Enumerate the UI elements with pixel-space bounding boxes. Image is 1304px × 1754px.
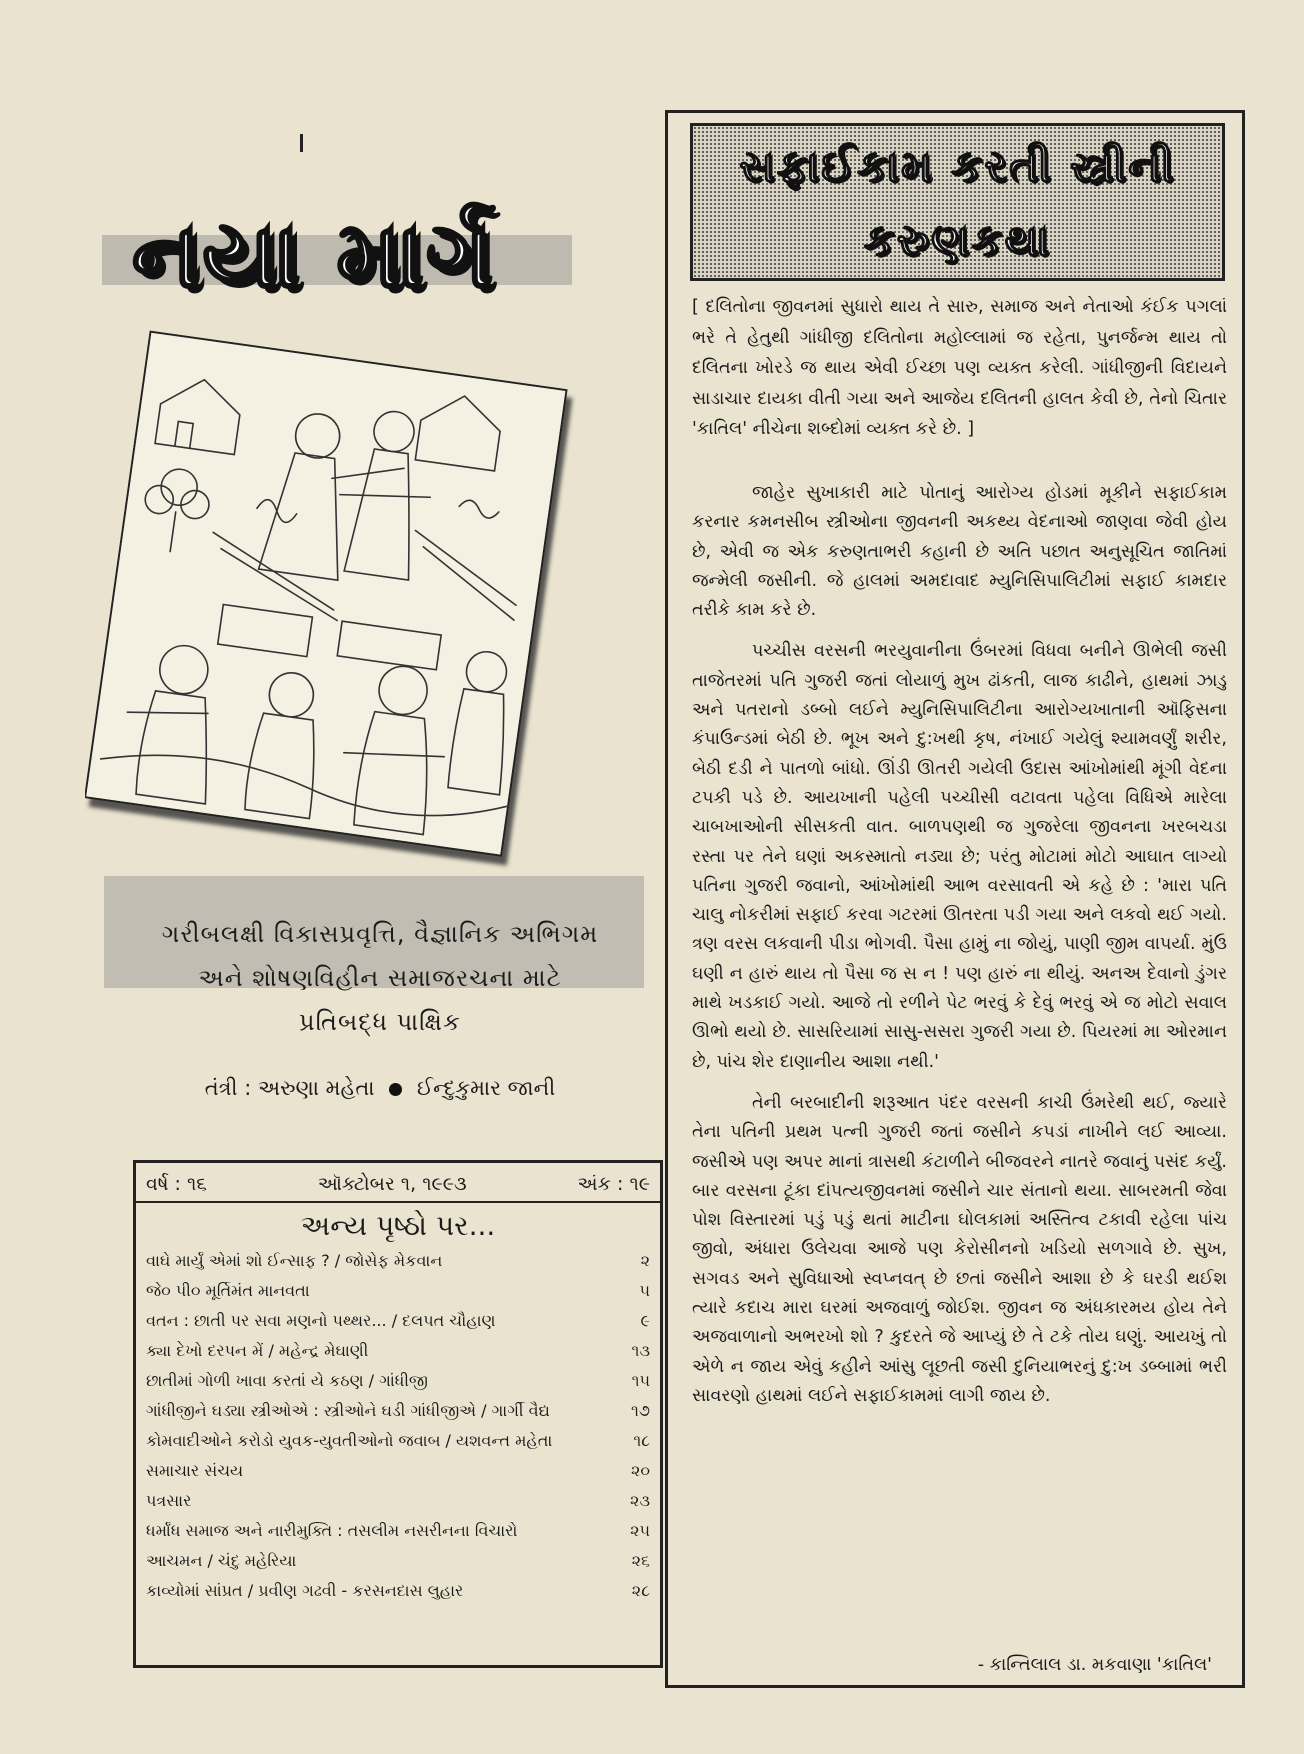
editors-label: તંત્રી : — [204, 1076, 252, 1100]
contents-item-title: વાઘે માર્યું એમાં શો ઈન્સાફ ? / જોસેફ મેકવાન — [146, 1251, 443, 1270]
article-paragraph: પચ્ચીસ વરસની ભરયુવાનીના ઉંબરમાં વિધવા બનીને ઊભેલી જસી તાજેતરમાં પતિ ગુજરી જતાં લોયાળું મુખ ઢાંકતી, લાજ કાઢીને, હાથમાં ઝાડુ અને પતરાનો ડબ્બો લઈને મ્યુનિસિપાલિટીના આરોગ્યખાતાની ઑફિસના કંપાઉન્ડમાં બેઠી છે. ભૂખ અને દુ:ખથી કૃષ, નંખાઈ ગયેલું શ્યામવર્ણું શરીર, બેઠી દડી ને પાતળો બાંધો. ઊંડી ઊતરી ગયેલી ઉદાસ આંખોમાંથી મૂંગી વેદના ટપકી પડે છે. આયખાની પહેલી પચ્ચીસી વટાવતા પહેલા વિધિએ મારેલા ચાબખાઓની સીસકતી વાત. બાળપણથી જ ગુજરેલા જીવનના ખરબચડા રસ્તા પર તેને ઘણાં અકસ્માતો નડ્યા છે; પરંતુ મોટામાં મોટો આઘાત લાગ્યો પતિના ગુજરી જવાનો, આંખોમાંથી આભ વરસાવતી એ કહે છે : 'મારા પતિ ચાલુ નોકરીમાં સફાઈ કરવા ગટરમાં ઊતરતા પડી ગયા અને લકવો થઈ ગયો. ત્રણ વરસ લકવાની પીડા ભોગવી. પૈસા હામું ના જોયું, પાણી જીમ વાપર્યા. મુંઉ ઘણી ન હારું થાય તો પૈસા જ સ ન ! પણ હારું ના થીયું. અનઅ દેવાનો ડુંગર માથે ખડકાઈ ગયો. આજે તો રળીને પેટ ભરવું કે દેવું ભરવું એ જ મોટો સવાલ ઊભો થયો છે. સાસરિયામાં સાસુ-સસરા ગુજરી ગયા છે. પિયરમાં મા ઓરમાન છે, પાંચ શેર દાણાનીય આશા નથી.' — [692, 641, 1227, 1072]
contents-item — [146, 1251, 650, 1271]
tagline-line-2: અને શોષણવિહીન સમાજરચના માટે — [198, 964, 562, 992]
contents-item-page: ૯ — [640, 1311, 650, 1330]
masthead-title: નયા માર્ગ — [132, 201, 496, 308]
bullet-icon — [389, 1083, 402, 1096]
contents-item — [146, 1551, 650, 1571]
print-mark — [300, 134, 303, 152]
editor-2: ઈન્દુકુમાર જાની — [416, 1076, 556, 1100]
article-author: - કાન્તિલાલ ડા. મકવાણા 'કાતિલ' — [977, 1655, 1212, 1675]
contents-heading: અન્ય પૃષ્ઠો પર... — [300, 1209, 496, 1242]
article-paragraph: તેની બરબાદીની શરૂઆત પંદર વરસની કાચી ઉંમરેથી થઈ, જ્યારે તેના પતિની પ્રથમ પત્ની ગુજરી જતાં જસીને કપડાં નાખીને લઈ આવ્યા. જસીએ પણ અપર માનાં ત્રાસથી કંટાળીને બીજવરને નાતરે જવાનું પસંદ કર્યું. બાર વરસના ટૂંકા દાંપત્યજીવનમાં જસીને ચાર સંતાનો થયા. સાબરમતી જેવા પોશ વિસ્તારમાં પડું પડું થતાં માટીના ઘોલકામાં અસ્તિત્વ ટકાવી રહેલા પાંચ જીવો, અંધારા ઉલેચવા આજે પણ કેરોસીનનો ખડિયો સળગાવે છે. સુખ, સગવડ અને સુવિધાઓ સ્વપ્નવત્ છે છતાં જસીને આશા છે કે ઘરડી થઈશ ત્યારે કદાચ મારા ઘરમાં અજવાળું જોઈશ. જીવન જ અંધકારમય હોય તેને અજવાળાનો અભરખો શો ? કુદરતે જે આપ્યું છે તે ટકે તોય ઘણું. આયખું તો એળે ન જાય એવું કહીને આંસુ લૂછતી જસી દુનિયાભરનું દુ:ખ ડબ્બામાં ભરી સાવરણો હાથમાં લઈને સફાઈકામમાં લાગી જાય છે. — [692, 1092, 1227, 1406]
contents-item-page: ૨૫ — [630, 1521, 650, 1540]
contents-item-title: જે૦ પી૦ મૂર્તિમંત માનવતા — [146, 1281, 310, 1300]
contents-item-page: ૧૮ — [633, 1431, 650, 1450]
article-title-box — [690, 123, 1225, 281]
contents-item-page: ૫ — [639, 1281, 650, 1300]
contents-item-page: ૨૮ — [631, 1581, 650, 1600]
contents-item-title: છાતીમાં ગોળી ખાવા કરતાં યે કઠણ / ગાંધીજી — [146, 1371, 428, 1390]
contents-item-title: સમાચાર સંચય — [146, 1461, 244, 1480]
contents-item — [146, 1341, 650, 1361]
contents-item-page: ૨૬ — [631, 1551, 650, 1570]
article-body — [692, 479, 1227, 1411]
contents-list — [146, 1251, 650, 1601]
contents-item-page: ૧૫ — [631, 1371, 650, 1390]
contents-item — [146, 1431, 650, 1451]
editors-line — [90, 1076, 670, 1101]
contents-item — [146, 1521, 650, 1541]
article-title-line-1: સફાઈકામ કરતી સ્ત્રીની — [739, 141, 1176, 192]
issue-year: વર્ષ : ૧૬ — [146, 1173, 207, 1195]
contents-item-title: વતન : છાતી પર સવા મણનો પથ્થર... / દલપત ચૌહાણ — [146, 1311, 496, 1330]
contents-item-title: કાવ્યોમાં સાંપ્રત / પ્રવીણ ગઢવી - કરસનદાસ લુહાર — [146, 1581, 464, 1600]
contents-item-title: ધર્માંધ સમાજ અને નારીમુક્તિ : તસલીમ નસરીનના વિચારો — [146, 1521, 518, 1540]
cover-illustration — [85, 320, 585, 880]
contents-item — [146, 1581, 650, 1601]
issue-date: ઑક્ટોબર ૧, ૧૯૯૩ — [317, 1173, 467, 1195]
contents-item-page: ૨ — [640, 1251, 650, 1270]
contents-item-title: ક્યા દેખો દરપન મેં / મહેન્દ્ર મેઘાણી — [146, 1341, 369, 1360]
contents-item-title: ગાંધીજીને ઘડ્યા સ્ત્રીઓએ : સ્ત્રીઓને ઘડી ગાંધીજીએ / ગાર્ગી વૈદ્ય — [146, 1401, 550, 1420]
contents-item-page: ૧૩ — [631, 1341, 650, 1360]
contents-item — [146, 1281, 650, 1301]
issue-number: અંક : ૧૯ — [577, 1173, 650, 1195]
contents-item — [146, 1461, 650, 1481]
contents-item-page: ૨૦ — [630, 1461, 650, 1480]
contents-item-page: ૨૩ — [629, 1491, 650, 1510]
contents-item-title: આચમન / ચંદુ મહેરિયા — [146, 1551, 297, 1570]
contents-item — [146, 1311, 650, 1331]
tagline-line-3: પ્રતિબદ્ધ પાક્ષિક — [299, 1008, 461, 1036]
article-title-line-2: કરુણકથા — [863, 215, 1052, 266]
contents-item-title: કોમવાદીઓને કરોડો યુવક-યુવતીઓનો જવાબ / યશવન્ત મહેતા — [146, 1431, 553, 1450]
editor-1: અરુણા મહેતા — [257, 1076, 375, 1100]
article-intro: [ દલિતોના જીવનમાં સુધારો થાય તે સારુ, સમાજ અને નેતાઓ કંઈક પગલાં ભરે તે હેતુથી ગાંધીજી દલિતોના મહોલ્લામાં જ રહેતા, પુનર્જન્મ થાય તો દલિતના ખોરડે જ થાય એવી ઈચ્છા પણ વ્યક્ત કરેલી. ગાંધીજીની વિદાયને સાડાચાર દાયકા વીતી ગયા અને આજેય દલિતની હાલત કેવી છે, તેનો ચિતાર 'કાતિલ' નીચેના શબ્દોમાં વ્યક્ત કરે છે. ] — [692, 297, 1227, 439]
issue-line — [136, 1163, 660, 1203]
article-paragraph: જાહેર સુખાકારી માટે પોતાનું આરોગ્ય હોડમાં મૂકીને સફાઈકામ કરનાર કમનસીબ સ્ત્રીઓના જીવનની અકથ્ય વેદનાઓ જાણવા જેવી હોય છે, એવી જ એક કરુણતાભરી કહાની છે અતિ પછાત અનુસૂચિત જાતિમાં જન્મેલી જસીની. જે હાલમાં અમદાવાદ મ્યુનિસિપાલિટીમાં સફાઈ કામદાર તરીકે કામ કરે છે. — [692, 483, 1227, 621]
contents-item-page: ૧૭ — [631, 1401, 650, 1420]
contents-item-title: પત્રસાર — [146, 1491, 192, 1510]
contents-item — [146, 1491, 650, 1511]
contents-item — [146, 1401, 650, 1421]
tagline — [90, 912, 670, 1044]
contents-box — [133, 1160, 663, 1668]
contents-item — [146, 1371, 650, 1391]
tagline-line-1: ગરીબલક્ષી વિકાસપ્રવૃત્તિ, વૈજ્ઞાનિક અભિગમ — [161, 920, 599, 948]
